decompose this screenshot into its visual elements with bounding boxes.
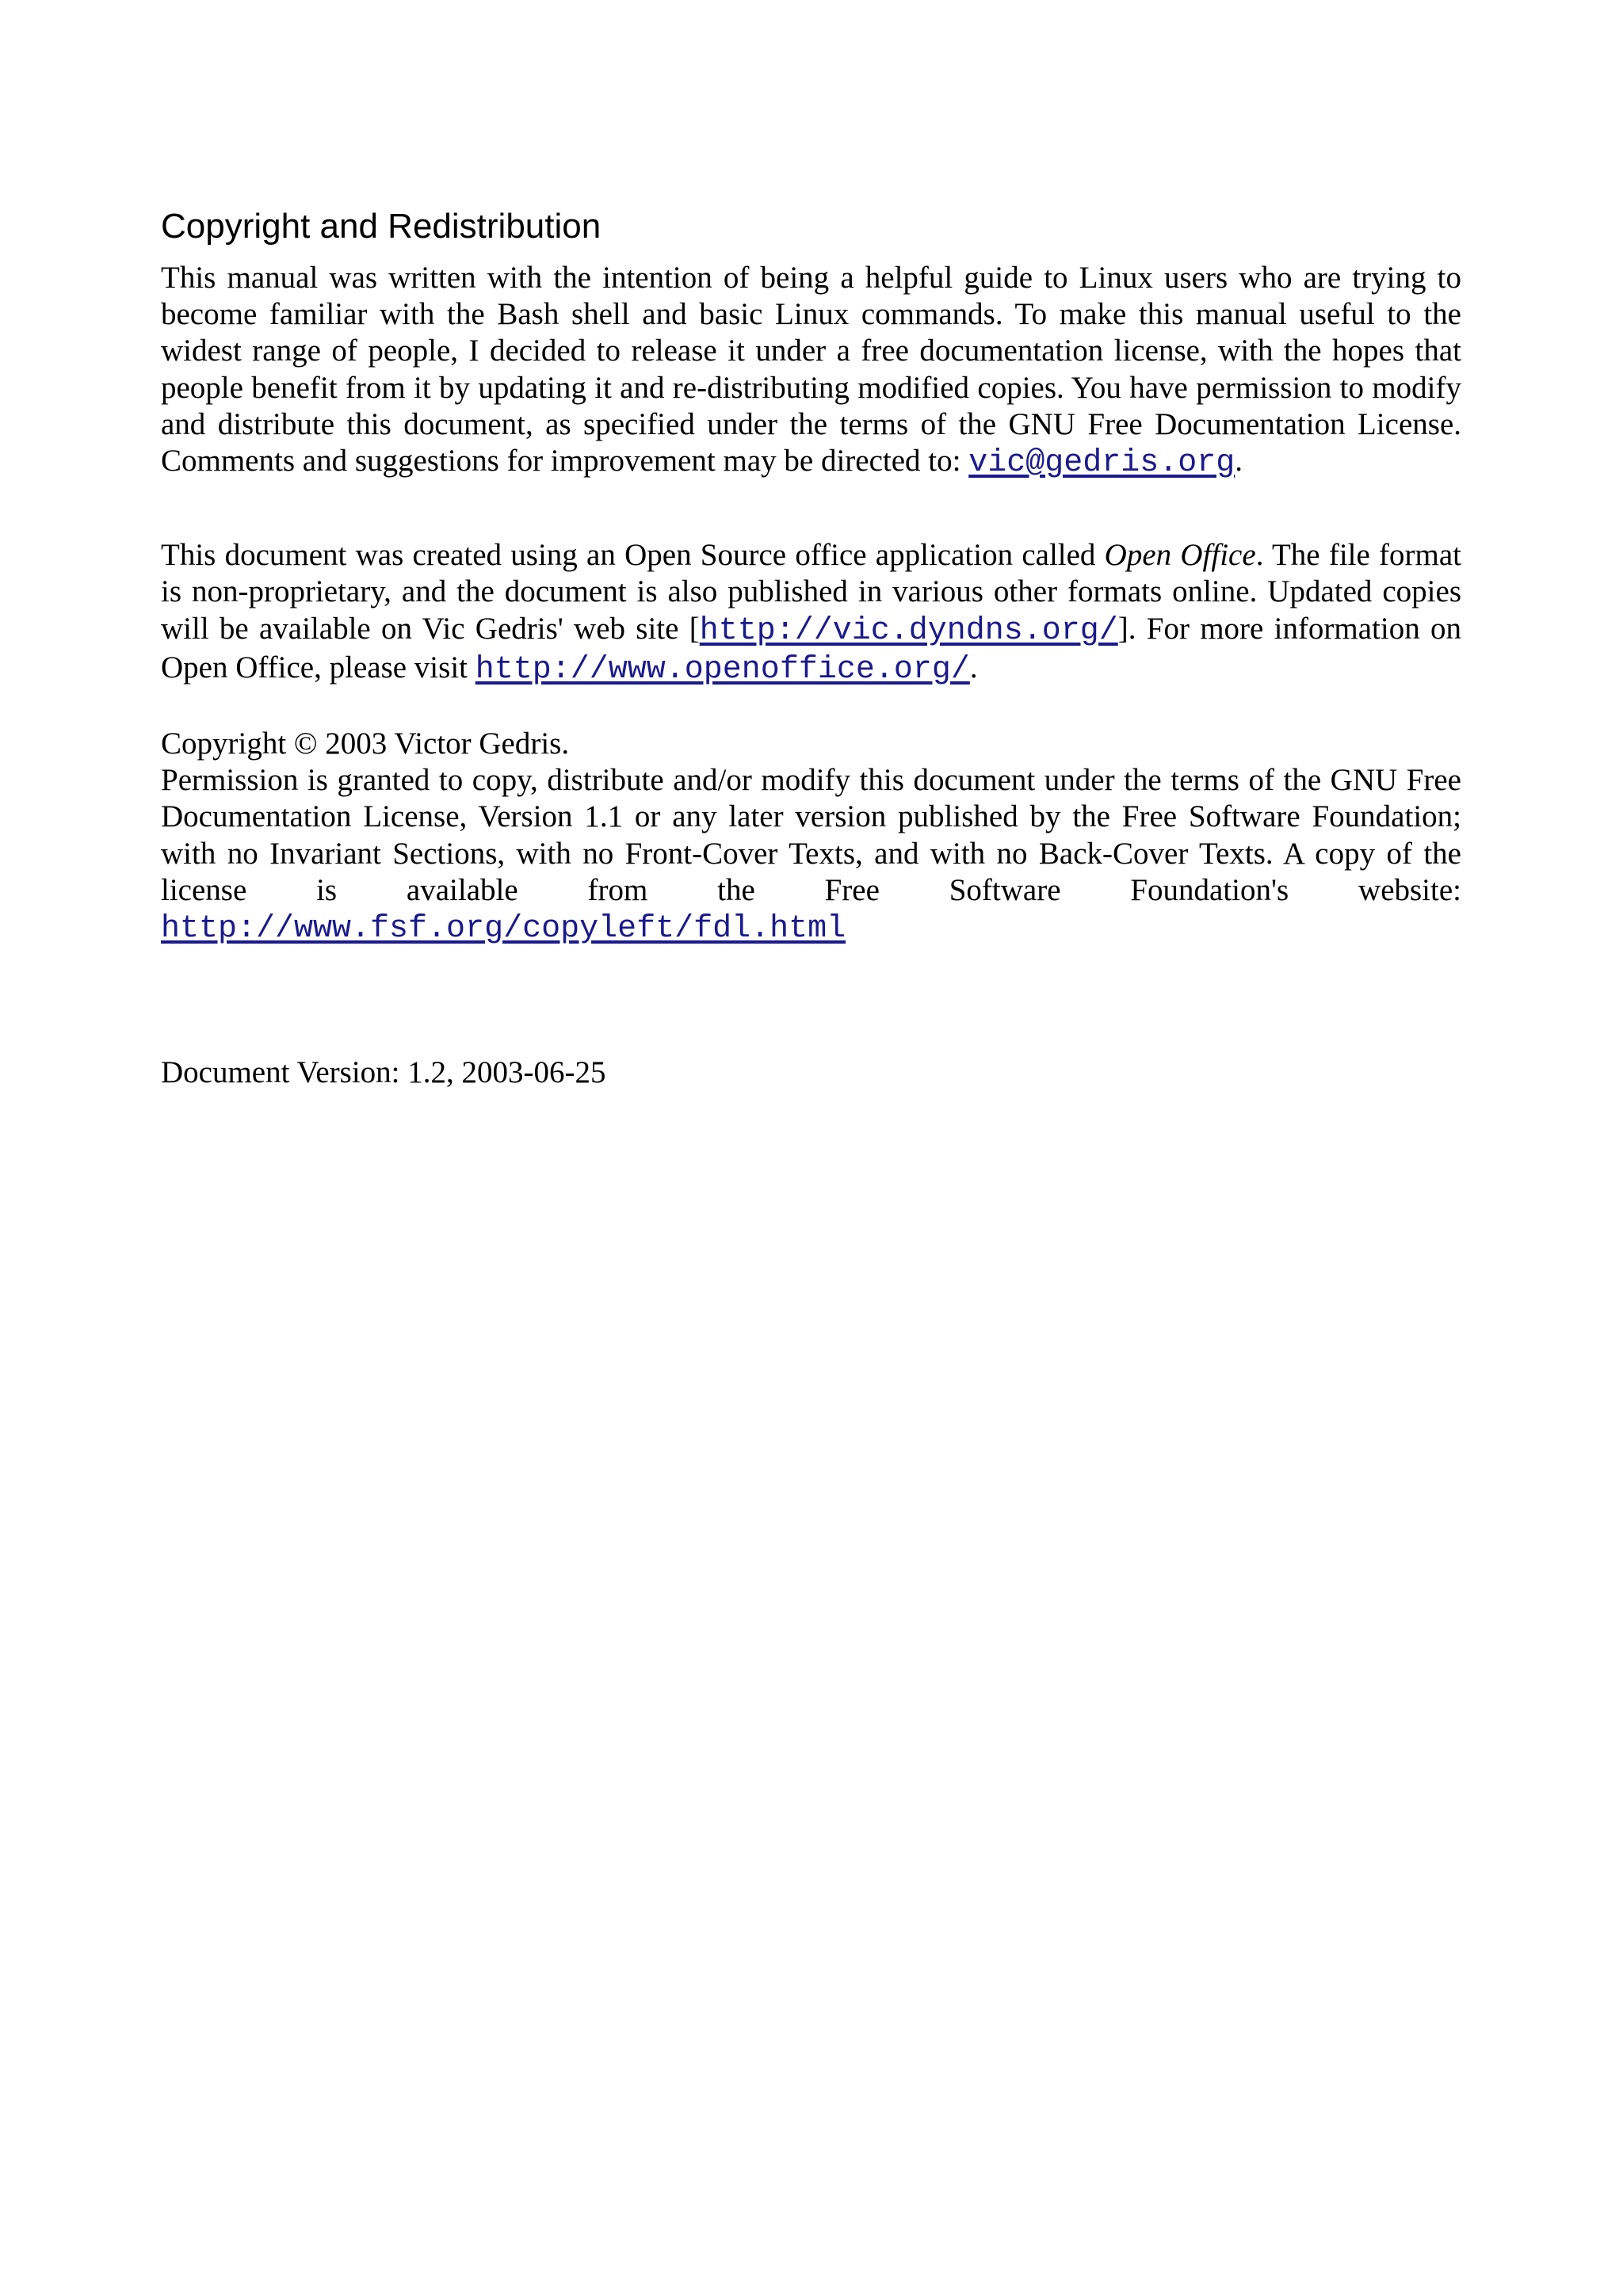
openoffice-text-b: . The file format is non-proprietary, and the document is also published in various other formats online. Updated copies will be available on Vic Gedris' web site [ — [161, 538, 1462, 646]
vic-site-link[interactable]: http://vic.dyndns.org/ — [699, 612, 1118, 649]
document-version: Document Version: 1.2, 2003-06-25 — [161, 1055, 606, 1090]
openoffice-text-c: ]. For more information on Open Office, please visit — [161, 611, 1461, 685]
openoffice-text-a: This document was created using an Open Source office application called — [161, 538, 1105, 573]
openoffice-end: . — [969, 650, 978, 685]
intro-text: This manual was written with the intention of being a helpful guide to Linux users who are trying to become familiar with the Bash shell and basic Linux commands. To make this manual useful to the widest range of people, I decided to release it under a free documentation license, with the hopes that people benefit from it by updating it and re-distributing modified copies. You have permission to modify and distribute this document, as specified under the terms of the GNU Free Documentation License. Comments and suggestions for improvement may be directed to: — [161, 261, 1461, 479]
openoffice-paragraph — [161, 537, 1461, 688]
intro-paragraph — [161, 260, 1461, 482]
license-paragraph — [161, 726, 1461, 948]
openoffice-site-link[interactable]: http://www.openoffice.org/ — [475, 651, 970, 688]
spacer — [161, 688, 1461, 726]
copyright-line: Copyright © 2003 Victor Gedris. — [161, 727, 570, 761]
page-content — [161, 204, 1461, 1091]
section-heading: Copyright and Redistribution — [161, 207, 601, 246]
email-link[interactable]: vic@gedris.org — [968, 445, 1235, 482]
spacer — [161, 948, 1461, 1055]
app-name: Open Office — [1104, 538, 1256, 573]
license-text: Permission is granted to copy, distribute and/or modify this document under the terms of the GNU Free Documentation License, Version 1.1 or any later version published by the Free Software Foundation; with no Invariant Sections, with no Front-Cover Texts, and with no Back-Cover Texts. A copy of the license is available from the Free Software Foundation's website: — [161, 763, 1461, 907]
fdl-link[interactable]: http://www.fsf.org/copyleft/fdl.html — [161, 911, 846, 948]
spacer — [161, 482, 1461, 537]
intro-end: . — [1235, 444, 1243, 479]
